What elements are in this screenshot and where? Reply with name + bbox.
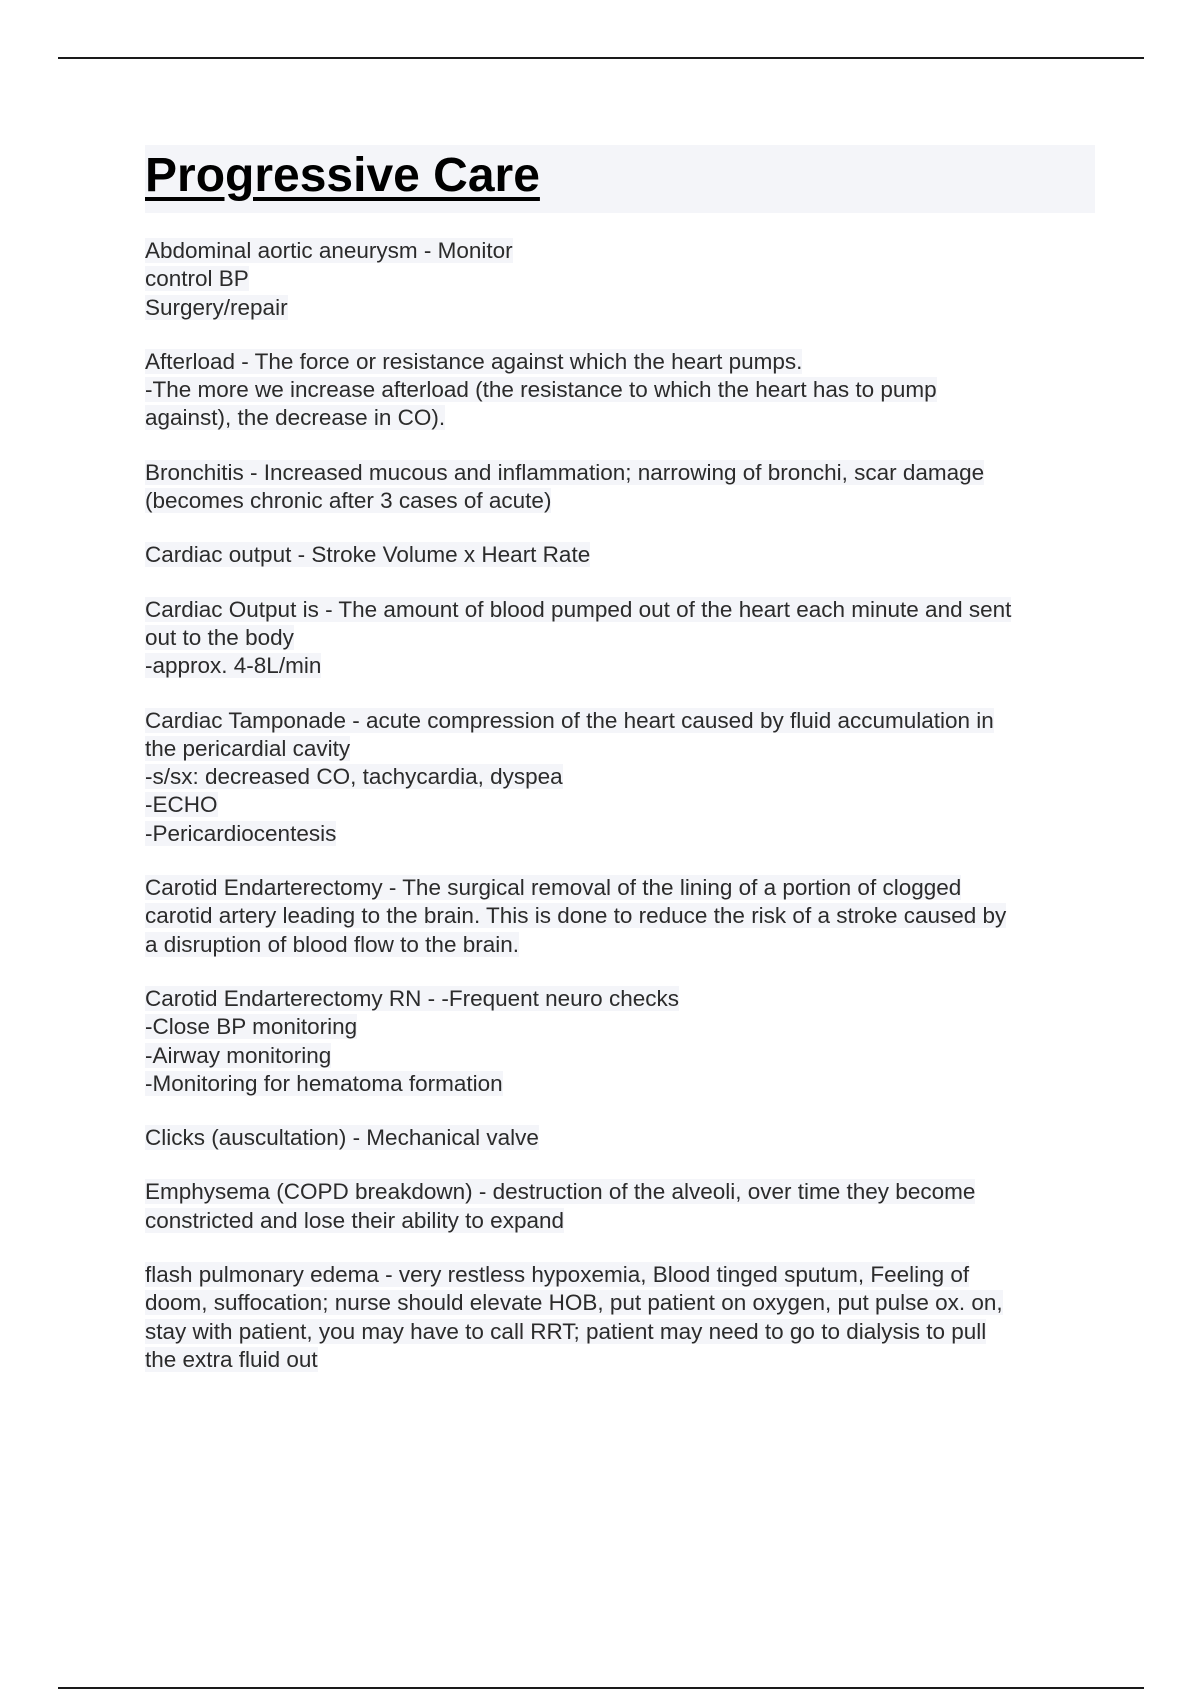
flashcard-entry: [145, 541, 1095, 569]
entry-line: [145, 294, 1095, 322]
entry-line-text: Cardiac output - Stroke Volume x Heart Rate: [145, 542, 591, 568]
entry-line-text: Abdominal aortic aneurysm - Monitor: [145, 238, 513, 263]
entry-line: [145, 596, 1095, 624]
flashcard-entry: [145, 1178, 1095, 1235]
entry-line: [145, 265, 1095, 293]
entry-line-text: against), the decrease in CO).: [145, 405, 446, 431]
entry-line: [145, 1178, 1095, 1206]
entry-line-text: out to the body: [145, 624, 294, 650]
entry-line: [145, 1289, 1095, 1317]
entry-line-text: stay with patient, you may have to call RRT; patient may need to go to dialysis to pull: [145, 1318, 987, 1344]
entry-line: [145, 985, 1095, 1013]
entry-line-text: Clicks (auscultation) - Mechanical valve: [145, 1125, 539, 1151]
entry-line: [145, 1261, 1095, 1289]
entry-line: [145, 652, 1095, 680]
entry-line: [145, 541, 1095, 569]
entry-line: [145, 1207, 1095, 1235]
entry-line: [145, 1318, 1095, 1346]
entry-line: [145, 1124, 1095, 1152]
entry-line-text: flash pulmonary edema - very restless hypoxemia, Blood tinged sputum, Feeling of: [145, 1262, 970, 1288]
flashcard-entry: [145, 237, 1095, 322]
entry-line-text: -Monitoring for hematoma formation: [145, 1070, 503, 1096]
top-rule: [58, 57, 1144, 59]
entry-line-text: Afterload - The force or resistance against which the heart pumps.: [145, 348, 803, 374]
flashcard-entry: [145, 707, 1095, 848]
entry-line: [145, 1042, 1095, 1070]
entry-line-text: a disruption of blood flow to the brain.: [145, 931, 519, 957]
page-title: Progressive Care: [145, 149, 540, 202]
entry-line-text: Cardiac Tamponade - acute compression of the heart caused by fluid accumulation in: [145, 707, 994, 733]
entry-line: [145, 820, 1095, 848]
entry-line-text: doom, suffocation; nurse should elevate HOB, put patient on oxygen, put pulse ox. on,: [145, 1290, 1003, 1316]
bottom-rule: [58, 1687, 1144, 1689]
entry-line-text: the extra fluid out: [145, 1346, 318, 1372]
entry-line: [145, 348, 1095, 376]
entry-line: [145, 1070, 1095, 1098]
entry-line-text: Cardiac Output is - The amount of blood pumped out of the heart each minute and sent: [145, 596, 1012, 622]
entry-line: [145, 376, 1095, 404]
entry-line-text: -Close BP monitoring: [145, 1014, 358, 1040]
entry-line: [145, 874, 1095, 902]
entry-line: [145, 487, 1095, 515]
entry-line-text: -approx. 4-8L/min: [145, 653, 322, 679]
flashcard-list: [145, 237, 1095, 1374]
flashcard-entry: [145, 985, 1095, 1098]
entry-line-text: Carotid Endarterectomy - The surgical removal of the lining of a portion of clogged: [145, 875, 962, 901]
entry-line: [145, 624, 1095, 652]
entry-line: [145, 237, 1095, 265]
entry-line: [145, 735, 1095, 763]
flashcard-entry: [145, 874, 1095, 959]
entry-line-text: carotid artery leading to the brain. This is done to reduce the risk of a stroke caused by: [145, 903, 1007, 929]
entry-line: [145, 931, 1095, 959]
entry-line: [145, 763, 1095, 791]
entry-line-text: Surgery/repair: [145, 294, 288, 320]
entry-line: [145, 1013, 1095, 1041]
flashcard-entry: [145, 1261, 1095, 1374]
entry-line: [145, 459, 1095, 487]
entry-line: [145, 707, 1095, 735]
entry-line: [145, 1346, 1095, 1374]
document-body: [145, 145, 1095, 1400]
entry-line-text: Bronchitis - Increased mucous and inflammation; narrowing of bronchi, scar damage: [145, 459, 985, 485]
entry-line-text: Carotid Endarterectomy RN - -Frequent neuro checks: [145, 985, 679, 1011]
entry-line-text: the pericardial cavity: [145, 735, 351, 761]
entry-line-text: Emphysema (COPD breakdown) - destruction of the alveoli, over time they become: [145, 1179, 976, 1205]
flashcard-entry: [145, 459, 1095, 516]
entry-line-text: -ECHO: [145, 792, 218, 818]
entry-line: [145, 902, 1095, 930]
flashcard-entry: [145, 1124, 1095, 1152]
entry-line: [145, 404, 1095, 432]
entry-line: [145, 791, 1095, 819]
entry-line-text: -s/sx: decreased CO, tachycardia, dyspea: [145, 764, 563, 790]
entry-line-text: -Pericardiocentesis: [145, 820, 337, 846]
entry-line-text: -The more we increase afterload (the resistance to which the heart has to pump: [145, 377, 937, 403]
flashcard-entry: [145, 596, 1095, 681]
entry-line-text: control BP: [145, 266, 249, 292]
entry-line-text: constricted and lose their ability to expand: [145, 1207, 564, 1233]
entry-line-text: -Airway monitoring: [145, 1042, 332, 1068]
entry-line-text: (becomes chronic after 3 cases of acute): [145, 488, 552, 514]
title-band: [145, 145, 1095, 213]
flashcard-entry: [145, 348, 1095, 433]
